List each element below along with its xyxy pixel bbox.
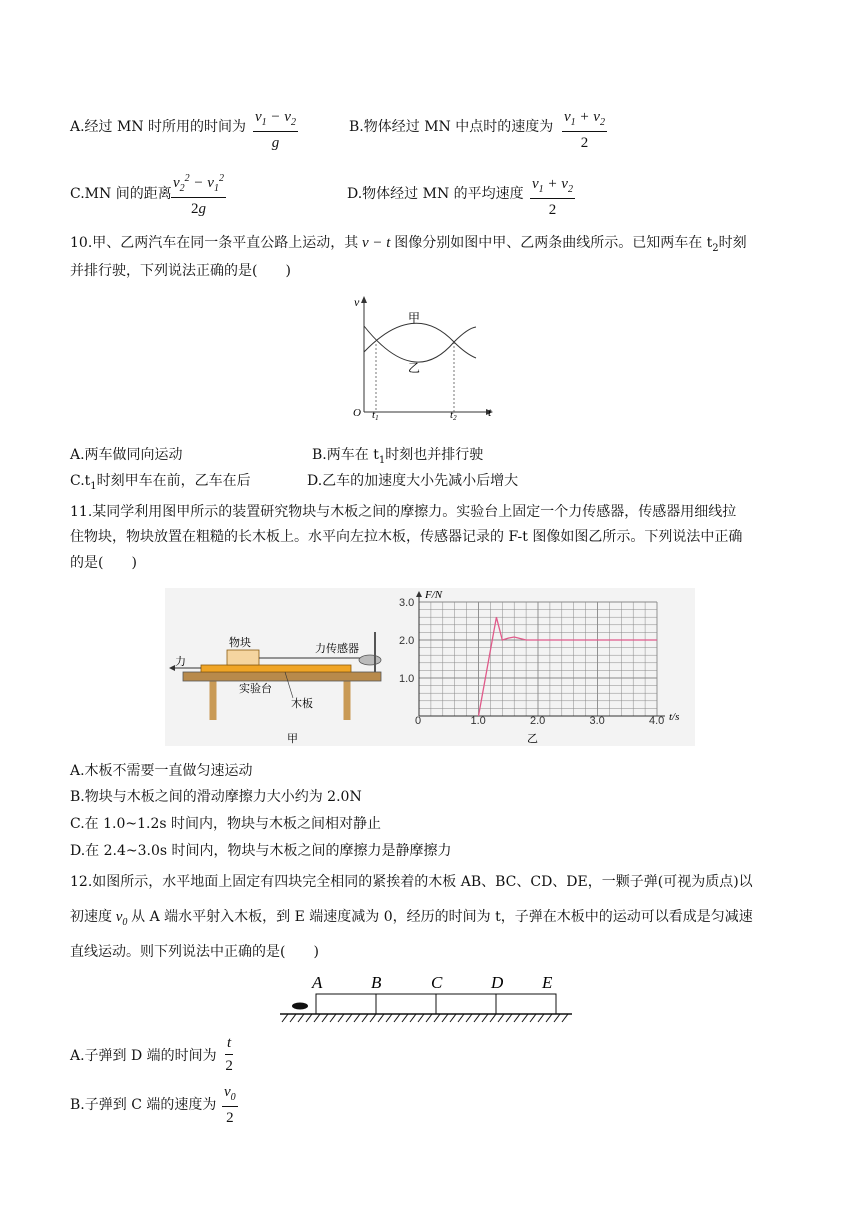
board-de	[496, 994, 556, 1014]
q10-stem-line1: 10.甲、乙两汽车在同一条平直公路上运动，其 v − t 图像分别如图中甲、乙两条曲线所示。已知两车在 $t_2$时刻	[70, 235, 747, 254]
ground-hatch	[282, 1014, 568, 1022]
q10-curve-yi	[364, 323, 476, 358]
hatch-line	[434, 1014, 440, 1022]
label-block: 物块	[229, 636, 251, 649]
hatch-line	[522, 1014, 528, 1022]
x-tick-label: 1.0	[470, 715, 486, 727]
hatch-line	[322, 1014, 328, 1022]
hatch-line	[466, 1014, 472, 1022]
hatch-line	[450, 1014, 456, 1022]
hatch-line	[474, 1014, 480, 1022]
q10-t1-label: t1	[372, 409, 379, 422]
q9-a-fraction: $\frac{v_1 - v_2}{g}$	[255, 109, 296, 151]
hatch-line	[378, 1014, 384, 1022]
q11-stem-line1: 11.某同学利用图甲所示的装置研究物块与木板之间的摩擦力。实验台上固定一个力传感器，传感器用细线拉	[70, 504, 737, 520]
hatch-line	[442, 1014, 448, 1022]
hatch-line	[490, 1014, 496, 1022]
q9-d-fraction: $\frac{v_1 + v_2}{2}$	[532, 176, 573, 218]
label-board: 木板	[291, 697, 313, 710]
hatch-line	[402, 1014, 408, 1022]
y-tick-label: 3.0	[399, 597, 415, 609]
q12-stem-line3: 直线运动。则下列说法中正确的是( )	[70, 944, 319, 960]
x-tick-label: 2.0	[530, 715, 546, 727]
q10-v-arrow	[361, 296, 367, 303]
chart-ylabel: F/N	[425, 589, 443, 601]
hatch-line	[546, 1014, 552, 1022]
hatch-line	[554, 1014, 560, 1022]
hatch-line	[498, 1014, 504, 1022]
label-A: A	[312, 973, 323, 992]
q10-t2-label: t2	[450, 409, 457, 422]
q10-origin: O	[353, 407, 361, 419]
hatch-line	[338, 1014, 344, 1022]
chart-xlabel: t/s	[669, 711, 680, 723]
q10-v-label: v	[354, 295, 360, 309]
label-D: D	[491, 973, 504, 992]
q12-option-a: A.子弹到 D 端的时间为	[70, 1048, 217, 1064]
hatch-line	[386, 1014, 392, 1022]
label-table: 实验台	[239, 682, 272, 695]
hatch-line	[530, 1014, 536, 1022]
hatch-line	[306, 1014, 312, 1022]
q11-stem-line2: 住物块，物块放置在粗糙的长木板上。水平向左拉木板，传感器记录的 F-t 图像如图乙所示。下列说法中正确	[70, 529, 743, 545]
hatch-line	[482, 1014, 488, 1022]
q10-stem-line2: 并排行驶，下列说法正确的是( )	[70, 263, 291, 279]
q12-stem-line2: 初速度 $v_0$ 从 A 端水平射入木板，到 E 端速度减为 0，经历的时间为 t，子弹在木板中的运动可以看成是匀减速	[70, 909, 753, 928]
board-bc	[376, 994, 436, 1014]
board-ab	[316, 994, 376, 1014]
q10-option-c: $C.t_1$时刻甲车在前，乙车在后	[70, 473, 251, 492]
q11-apparatus-figure	[165, 588, 395, 748]
x-tick-label: 3.0	[589, 715, 605, 727]
force-sensor	[359, 655, 381, 665]
q12-stem-line1: 12.如图所示，水平地面上固定有四块完全相同的紧挨着的木板 AB、BC、CD、DE，一颗子弹(可视为质点)以	[70, 874, 753, 890]
chart-grid	[419, 602, 657, 716]
hatch-line	[314, 1014, 320, 1022]
board-cd	[436, 994, 496, 1014]
hatch-line	[298, 1014, 304, 1022]
hatch-line	[290, 1014, 296, 1022]
hatch-line	[418, 1014, 424, 1022]
q9-option-a: A.经过 MN 时所用的时间为	[70, 119, 247, 135]
q11-ft-chart	[395, 588, 695, 748]
q10-yi-label: 乙	[408, 361, 421, 375]
q12-option-b: B.子弹到 C 端的速度为	[70, 1097, 217, 1113]
hatch-line	[514, 1014, 520, 1022]
label-sensor: 力传感器	[315, 642, 359, 655]
y-tick-label: 1.0	[399, 673, 415, 685]
q10-vt-graph	[350, 294, 500, 420]
q9-b-fraction: $\frac{v_1 + v_2}{2}$	[564, 109, 605, 151]
caption-jia: 甲	[287, 732, 298, 745]
q11-option-c: C.在 1.0~1.2s 时间内，物块与木板之间相对静止	[70, 816, 382, 832]
block	[227, 650, 259, 665]
q10-t-label: t	[488, 405, 492, 419]
q9-c-fraction: $\frac{v_2^2 - v_1^2}{2g}$	[173, 173, 224, 217]
wood-board	[201, 665, 351, 672]
bullet	[292, 1003, 308, 1010]
q10-jia-label: 甲	[408, 311, 421, 325]
label-B: B	[371, 973, 382, 992]
q11-option-d: D.在 2.4~3.0s 时间内，物块与木板之间的摩擦力是静摩擦力	[70, 843, 452, 859]
x-tick-label: 0	[415, 715, 422, 727]
label-C: C	[431, 973, 443, 992]
q9-option-d: D.物体经过 MN 的平均速度	[347, 186, 524, 202]
label-E: E	[542, 973, 553, 992]
hatch-line	[282, 1014, 288, 1022]
q11-option-b: B.物块与木板之间的滑动摩擦力大小约为 2.0N	[70, 789, 362, 805]
q10-option-d: D.乙车的加速度大小先减小后增大	[307, 473, 519, 489]
hatch-line	[354, 1014, 360, 1022]
y-tick-label: 2.0	[399, 635, 415, 647]
caption-yi: 乙	[527, 732, 538, 745]
q11-option-a: A.木板不需要一直做匀速运动	[70, 763, 253, 779]
q9-option-b: B.物体经过 MN 中点时的速度为	[349, 119, 554, 135]
q12-a-fraction: $\frac{t}{2}$	[225, 1035, 233, 1074]
q11-stem-line3: 的是( )	[70, 555, 137, 571]
hatch-line	[410, 1014, 416, 1022]
label-force: 力	[175, 655, 186, 668]
hatch-line	[346, 1014, 352, 1022]
hatch-line	[394, 1014, 400, 1022]
hatch-line	[562, 1014, 568, 1022]
q10-option-b: B.两车在 $t_1$时刻也并排行驶	[312, 447, 484, 466]
q10-curve-jia	[364, 326, 476, 362]
hatch-line	[330, 1014, 336, 1022]
table-top	[183, 672, 381, 681]
hatch-line	[538, 1014, 544, 1022]
q10-option-a: A.两车做同向运动	[70, 447, 183, 463]
hatch-line	[458, 1014, 464, 1022]
hatch-line	[506, 1014, 512, 1022]
q12-b-fraction: $\frac{v_0}{2}$	[224, 1084, 236, 1126]
q9-option-c: C.MN 间的距离	[70, 186, 172, 202]
hatch-line	[370, 1014, 376, 1022]
q12-boards-figure	[276, 968, 576, 1028]
hatch-line	[426, 1014, 432, 1022]
x-tick-label: 4.0	[649, 715, 665, 727]
hatch-line	[362, 1014, 368, 1022]
